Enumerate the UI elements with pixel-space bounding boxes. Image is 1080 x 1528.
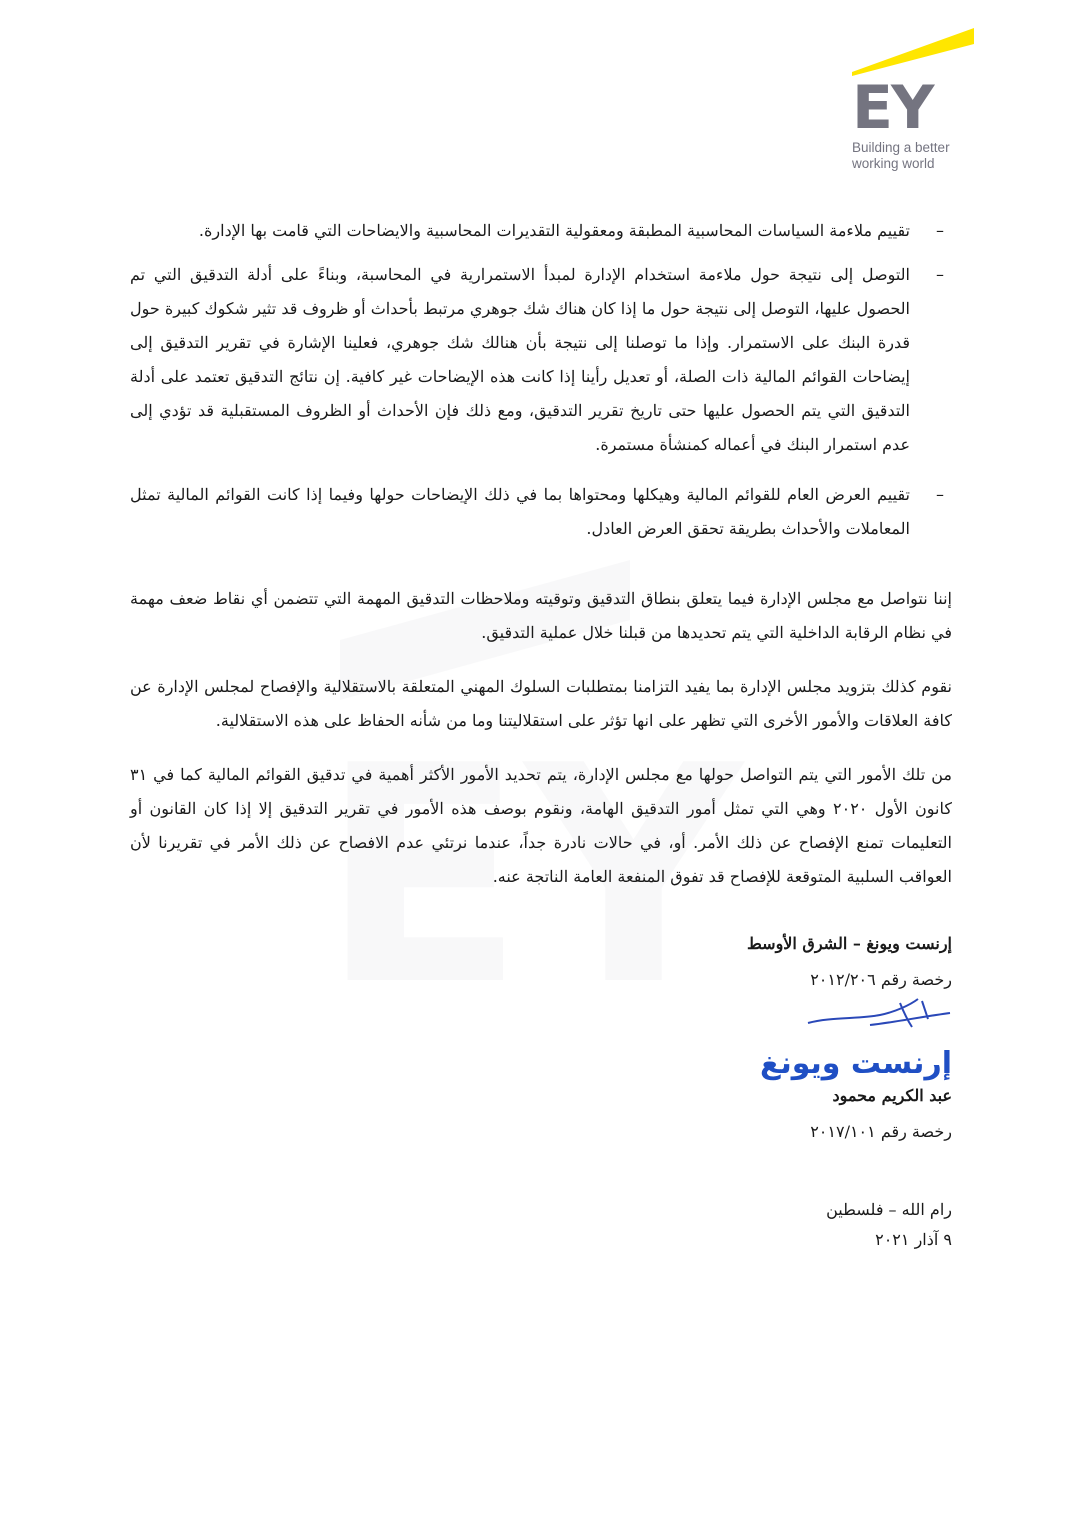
handwritten-signature <box>800 995 960 1035</box>
bullet-text: التوصل إلى نتيجة حول ملاءمة استخدام الإدارة لمبدأ الاستمرارية في المحاسبة، وبناءً على أدلة التدقيق التي تم الحصول عليها، التوصل إلى نتيجة حول ما إذا كان هناك شك جوهري مرتبط بأحداث أو ظروف قد تثير شكوك كبيرة حول قدرة البنك على الاستمرار. وإذا ما توصلنا إلى نتيجة بأن هنالك شك جوهري، فعلينا الإشارة في تقرير التدقيق إلى إيضاحات القوائم المالية ذات الصلة، أو تعديل رأينا إذا كانت هذه الإيضاحات غير كافية. إن نتائج التدقيق تعتمد على أدلة التدقيق التي يتم الحصول عليها حتى تاريخ تقرير التدقيق، ومع ذلك فإن الأحداث أو الظروف المستقبلية قد تؤدي إلى عدم استمرار البنك في أعماله كمنشأة مستمرة. <box>130 265 911 454</box>
paragraph-key-audit-matters: من تلك الأمور التي يتم التواصل حولها مع مجلس الإدارة، يتم تحديد الأمور الأكثر أهمية في تدقيق القوائم المالية كما في ٣١ كانون الأول ٢٠٢٠ وهي التي تمثل أمور التدقيق الهامة، ونقوم بوصف هذه الأمور في تقرير التدقيق إلا إذا كان القانون أو التعليمات تمنع الإفصاح عن ذلك الأمر. أو، في حالات نادرة جداً، عندما نرتئي عدم الافصاح عن ذلك الأمر في تقريرنا لأن العواقب السلبية المتوقعة للإفصاح قد تفوق المنفعة العامة الناتجة عنه. <box>130 765 952 886</box>
firm-name: إرنست ويونغ – الشرق الأوسط <box>746 934 952 953</box>
bullet-text: تقييم العرض العام للقوائم المالية وهيكلها ومحتواها بما في ذلك الإيضاحات حولها وفيما إذا كانت القوائم المالية تمثل المعاملات والأحداث بطريقة تحقق العرض العادل. <box>130 485 910 538</box>
bullet-dash: – <box>936 265 944 284</box>
partner-license: رخصة رقم ٢٠١٧/١٠١ <box>810 1122 952 1141</box>
tagline-line-1: Building a better <box>852 140 950 155</box>
paragraph-governance-communication: إننا نتواصل مع مجلس الإدارة فيما يتعلق بنطاق التدقيق وتوقيته وملاحظات التدقيق المهمة التي تتضمن أي نقاط ضعف مهمة في نظام الرقابة الداخلية التي يتم تحديدها من قبلنا خلال عملية التدقيق. <box>130 589 952 642</box>
ey-logo <box>848 26 978 176</box>
firm-stamp: إرنست ويونغ <box>759 1046 952 1081</box>
bullet-dash: – <box>936 221 944 240</box>
bullet-item-1 <box>130 214 952 248</box>
location: رام الله – فلسطين <box>826 1200 952 1219</box>
logo-tagline <box>852 140 950 172</box>
paragraph-independence: نقوم كذلك بتزويد مجلس الإدارة بما يفيد التزامنا بمتطلبات السلوك المهني المتعلقة بالاستقلالية والإفصاح لمجلس الإدارة عن كافة العلاقات والأمور الأخرى التي تظهر على انها تؤثر على استقلاليتنا وما من شأنه الحفاظ على هذه الاستقلالية. <box>130 677 952 730</box>
logo-letters: EY <box>852 73 933 143</box>
bullet-text: تقييم ملاءمة السياسات المحاسبية المطبقة ومعقولية التقديرات المحاسبية والايضاحات التي قامت بها الإدارة. <box>198 221 910 240</box>
partner-name: عبد الكريم محمود <box>832 1086 952 1105</box>
bullet-item-2 <box>130 258 952 462</box>
firm-license: رخصة رقم ٢٠١٢/٢٠٦ <box>810 970 952 989</box>
logo-beam-shape <box>848 26 978 76</box>
bullet-dash: – <box>936 485 944 504</box>
report-date: ٩ آذار ٢٠٢١ <box>875 1230 952 1249</box>
yellow-beam <box>852 28 974 76</box>
tagline-line-2: working world <box>852 156 935 171</box>
bullet-item-3 <box>130 478 952 546</box>
